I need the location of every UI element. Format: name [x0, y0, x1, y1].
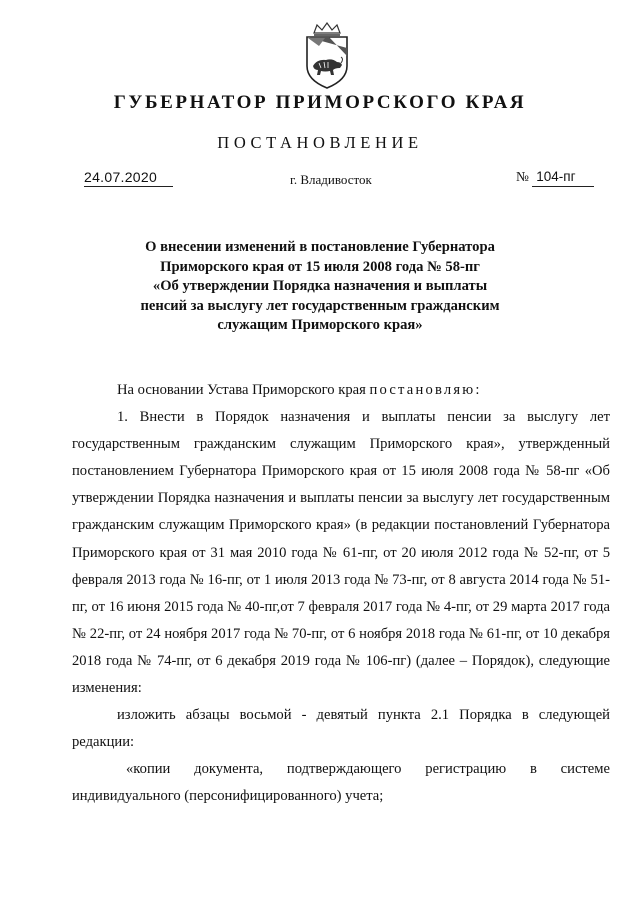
heading-line: пенсий за выслугу лет государственным гражданским	[140, 297, 500, 314]
heading-line: служащим Приморского края»	[217, 317, 423, 334]
intro-decree-word: постановляю	[369, 382, 476, 398]
number-sign: №	[516, 169, 529, 184]
amendment-intro-paragraph: изложить абзацы восьмой - девятый пункта 2.1 Порядка в следующей редакции:	[72, 707, 610, 751]
organization-title: ГУБЕРНАТОР ПРИМОРСКОГО КРАЯ	[113, 92, 527, 113]
intro-colon: :	[475, 382, 480, 398]
number-value: 104-пг	[532, 168, 593, 187]
document-city: г. Владивосток	[290, 172, 372, 187]
document-body	[72, 377, 610, 811]
item-1-paragraph: 1. Внести в Порядок назначения и выплаты пенсии за выслугу лет государственным гражданским служащим Приморского края», утвержденный постановлением Губернатора Приморского края от 15 июля 2008 года № 58-пг «Об утверждении Порядка назначения и выплаты пенсии за выслугу лет государственным гражданским служащим Приморского края» (в редакции постановлений Губернатора Приморского края от 31 мая 2010 года № 61-пг, от 20 июля 2012 года № 52-пг, от 5 февраля 2013 года № 16-пг, от 1 июля 2013 года № 73-пг, от 8 августа 2014 года № 51-пг, от 16 июня 2015 года № 40-пг,от 7 февраля 2017 года № 4-пг, от 29 марта 2017 года № 22-пг, от 24 ноября 2017 года № 70-пг, от 6 ноября 2018 года № 61-пг, от 10 декабря 2018 года № 74-пг, от 6 декабря 2019 года № 106-пг) (далее – Порядок), следующие изменения:	[72, 409, 610, 697]
intro-text: На основании Устава Приморского края	[117, 382, 370, 398]
document-date: 24.07.2020	[84, 168, 173, 187]
document-number	[516, 168, 594, 187]
heading-line: Приморского края от 15 июля 2008 года № 58-пг	[160, 258, 480, 275]
document-heading	[120, 238, 520, 336]
heading-line: О внесении изменений в постановление Губернатора	[145, 239, 495, 255]
heading-line: «Об утверждении Порядка назначения и выплаты	[152, 278, 488, 295]
document-type: ПОСТАНОВЛЕНИЕ	[217, 133, 423, 152]
intro-paragraph	[72, 377, 610, 404]
quoted-amendment-paragraph: «копии документа, подтверждающего регистрацию в системе индивидуального (персонифицированного) учета;	[72, 761, 610, 805]
coat-of-arms-icon	[297, 22, 357, 92]
